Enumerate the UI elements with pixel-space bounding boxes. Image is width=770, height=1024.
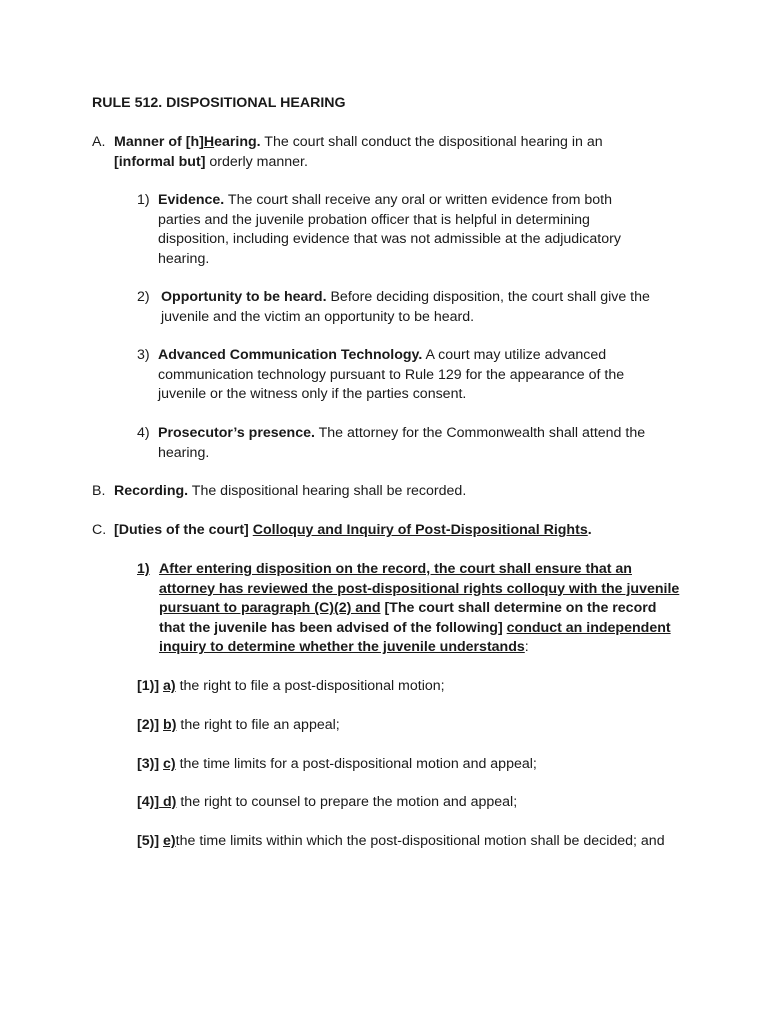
right-1-old-number: [1)]	[137, 678, 160, 694]
right-5-old-number: [5)]	[137, 833, 160, 849]
section-a-deleted-bracket: [informal but]	[114, 153, 206, 170]
right-item-1	[137, 677, 682, 697]
right-5-new-number: e)	[163, 833, 176, 849]
right-item-3	[137, 755, 682, 775]
c1-deleted-bracket: [The court shall determine on the record that the juvenile has been advised of the following]	[159, 600, 657, 636]
item-3-number: 3)	[137, 347, 150, 363]
right-4-text: the right to counsel to prepare the motion and appeal;	[176, 794, 518, 810]
item-1-heading: Evidence.	[158, 192, 225, 208]
item-3-text: A court may utilize advanced communication technology pursuant to Rule 129 for the appearance of the juvenile or the witness only if the parties consent.	[158, 347, 625, 402]
section-a-text: The court shall conduct the dispositional hearing in an	[260, 134, 603, 150]
right-4-old-number: [4)]	[137, 794, 160, 810]
section-c-title: Colloquy and Inquiry of Post-Dispositional Rights	[252, 522, 588, 538]
section-a-heading: Manner of [h]Hearing.	[114, 134, 261, 150]
section-a-label: A.	[92, 134, 106, 150]
section-b-label: B.	[92, 483, 106, 499]
item-4-number: 4)	[137, 425, 150, 441]
right-4-new-number: d)	[159, 794, 177, 810]
item-3-heading: Advanced Communication Technology.	[158, 347, 423, 363]
section-b-text: The dispositional hearing shall be recorded.	[188, 483, 467, 499]
right-1-text: the right to file a post-dispositional motion;	[175, 678, 445, 694]
c1-number: 1)	[137, 561, 150, 577]
right-5-text: the time limits within which the post-dispositional motion shall be decided; and	[175, 833, 665, 849]
right-2-new-number: b)	[163, 717, 177, 733]
section-b-paragraph	[114, 482, 674, 502]
section-c-label: C.	[92, 522, 107, 538]
right-item-5	[137, 832, 682, 852]
item-2-paragraph	[161, 288, 667, 327]
section-c-deleted-bracket: [Duties of the court]	[114, 522, 249, 538]
section-a-text-2: orderly manner.	[205, 153, 308, 170]
right-2-old-number: [2)]	[137, 717, 160, 733]
right-item-2	[137, 716, 682, 736]
right-3-new-number: c)	[163, 756, 176, 772]
item-1-paragraph	[158, 191, 658, 269]
item-1-number: 1)	[137, 192, 150, 208]
c1-inserted-text: After entering disposition on the record, the court shall ensure that an attorney has reviewed the post-dispositional rights colloquy with the juvenile pursuant to paragraph (C)(2) and	[159, 561, 680, 616]
rule-title: RULE 512. DISPOSITIONAL HEARING	[92, 95, 346, 111]
right-3-old-number: [3)]	[137, 756, 160, 772]
section-a-paragraph	[114, 133, 674, 172]
item-2-number: 2)	[137, 289, 150, 305]
item-3-paragraph	[158, 346, 664, 405]
right-3-text: the time limits for a post-dispositional motion and appeal;	[175, 756, 537, 772]
section-b-heading: Recording.	[114, 483, 189, 499]
right-2-text: the right to file an appeal;	[176, 717, 340, 733]
item-4-text: The attorney for the Commonwealth shall attend the hearing.	[158, 425, 646, 461]
right-item-4	[137, 793, 682, 813]
item-2-text: Before deciding disposition, the court shall give the juvenile and the victim an opportunity to be heard.	[161, 289, 650, 325]
c1-paragraph: After entering disposition on the record, the court shall ensure that an attorney has reviewed the post-dispositional rights colloquy with the juvenile pursuant to paragraph (C)(2) and [The court shall determine on the record that the juvenile has been advised of the following] conduct an independent inquiry to determine whether the juvenile understands:	[159, 561, 680, 655]
item-2-heading: Opportunity to be heard.	[161, 289, 327, 305]
item-4-paragraph	[158, 424, 664, 463]
right-1-new-number: a)	[163, 678, 176, 694]
section-c-heading: [Duties of the court] Colloquy and Inquiry of Post-Dispositional Rights.	[114, 522, 592, 538]
item-4-heading: Prosecutor’s presence.	[158, 425, 315, 441]
item-1-text: The court shall receive any oral or written evidence from both parties and the juvenile probation officer that is helpful in determining disposition, including evidence that was not admissible at the adjudicatory hearing.	[158, 192, 621, 267]
c1-inserted-text-2: conduct an independent inquiry to determine whether the juvenile understands	[159, 619, 671, 655]
